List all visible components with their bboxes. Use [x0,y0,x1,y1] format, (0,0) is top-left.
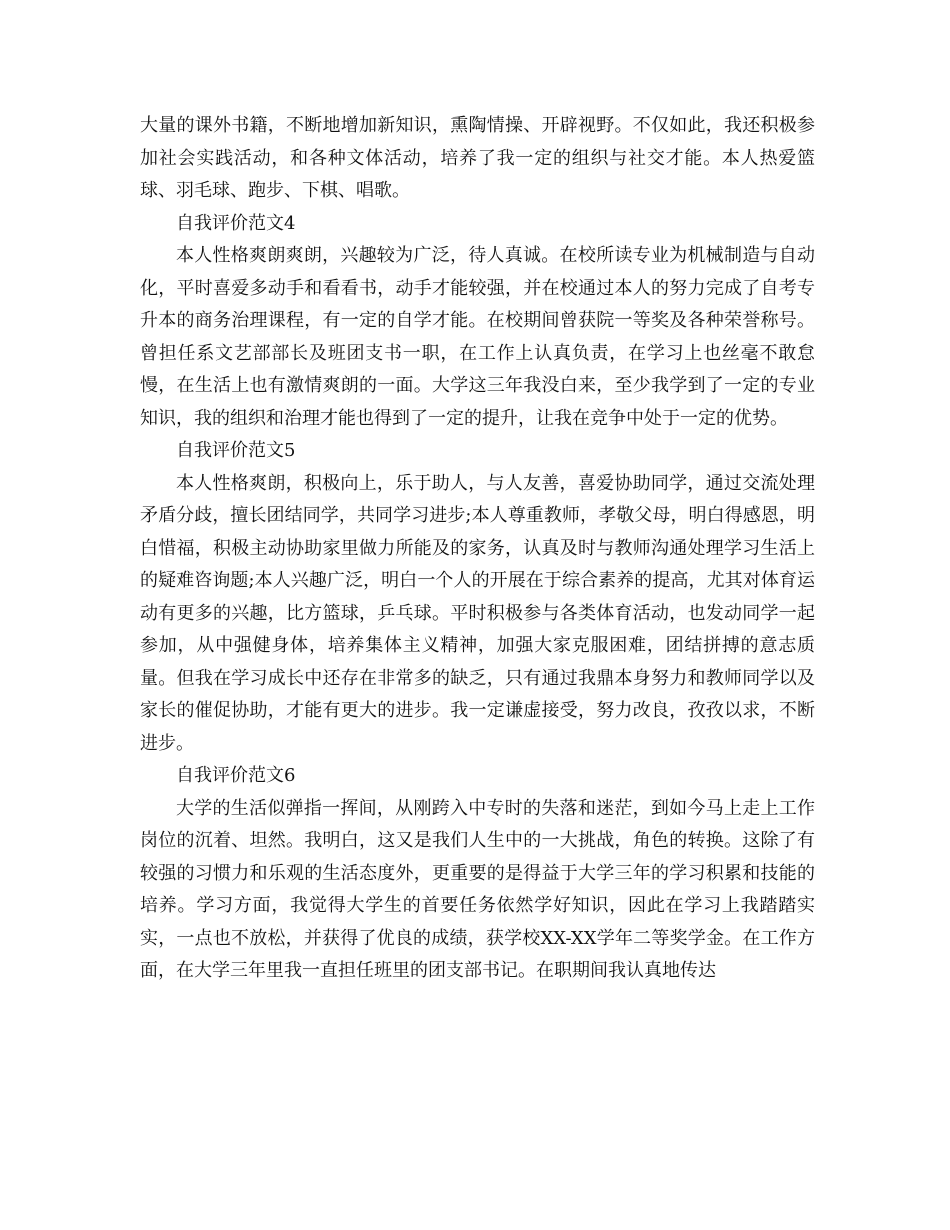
intro-paragraph: 大量的课外书籍，不断地增加新知识，熏陶情操、开辟视野。不仅如此，我还积极参加社会实践活动，和各种文体活动，培养了我一定的组织与社交才能。本人热爱篮球、羽毛球、跑步、下棋、唱歌。 [140,115,815,201]
section-paragraph: 大学的生活似弹指一挥间，从刚跨入中专时的失落和迷茫，到如今马上走上工作岗位的沉着、坦然。我明白，这又是我们人生中的一大挑战，角色的转换。这除了有较强的习惯力和乐观的生活态度外，更重要的是得益于大学三年的学习积累和技能的培养。学习方面，我觉得大学生的首要任务依然学好知识，因此在学习上我踏踏实实，一点也不放松，并获得了优良的成绩，获学校XX-XX学年二等奖学金。在工作方面，在大学三年里我一直担任班里的团支部书记。在职期间我认真地传达 [140,797,815,981]
section-paragraph: 本人性格爽朗爽朗，兴趣较为广泛，待人真诚。在校所读专业为机械制造与自动化，平时喜爱多动手和看看书，动手才能较强，并在校通过本人的努力完成了自考专升本的商务治理课程，有一定的自学才能。在校期间曾获院一等奖及各种荣誉称号。曾担任系文艺部部长及班团支书一职，在工作上认真负责，在学习上也丝毫不敢怠慢，在生活上也有激情爽朗的一面。大学这三年我没白来，至少我学到了一定的专业知识，我的组织和治理才能也得到了一定的提升，让我在竞争中处于一定的优势。 [140,245,815,429]
document-body [140,110,815,988]
section-heading: 自我评价范文4 [176,212,296,234]
section-example-4 [140,208,815,436]
section-example-6 [140,760,815,988]
section-example-5 [140,435,815,760]
section-heading: 自我评价范文6 [176,765,296,786]
section-heading: 自我评价范文5 [176,440,296,461]
section-paragraph: 本人性格爽朗，积极向上，乐于助人，与人友善，喜爱协助同学，通过交流处理矛盾分歧，擅长团结同学，共同学习进步;本人尊重教师，孝敬父母，明白得感恩，明白惜福，积极主动协助家里做力所能及的家务，认真及时与教师沟通处理学习生活上的疑难咨询题;本人兴趣广泛，明白一个人的开展在于综合素养的提高，尤其对体育运动有更多的兴趣，比方篮球，乒乓球。平时积极参与各类体育活动，也发动同学一起参加，从中强健身体，培养集体主义精神，加强大家克服困难，团结拼搏的意志质量。但我在学习成长中还存在非常多的缺乏，只有通过我鼎本身努力和教师同学以及家长的催促协助，才能有更大的进步。我一定谦虚接受，努力改良，孜孜以求，不断进步。 [140,472,815,754]
